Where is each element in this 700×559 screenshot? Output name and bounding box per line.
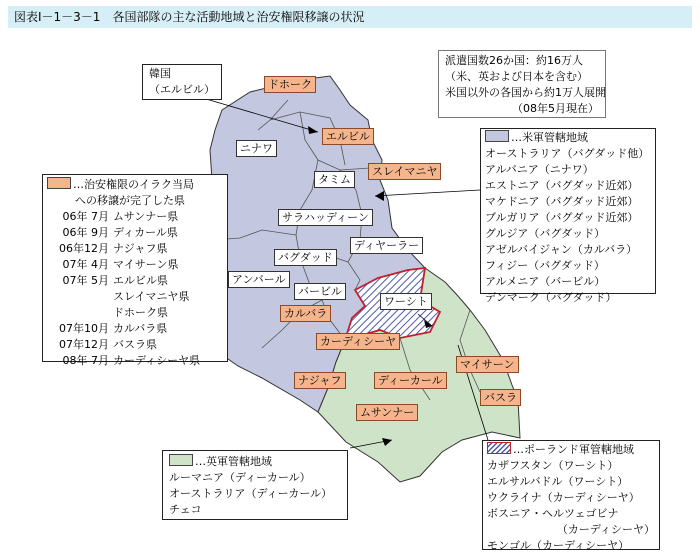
transfer-province: カーディシーヤ県 bbox=[113, 354, 201, 367]
us-item: アゼルバイジャン（カルバラ） bbox=[485, 243, 638, 256]
summary-line2: （米、英および日本を含む） bbox=[445, 70, 588, 83]
korea-line2: （エルビル） bbox=[149, 83, 215, 96]
transfer-province: スレイマニヤ県 bbox=[113, 290, 190, 303]
transfer-header-1: …治安権限のイラク当局 bbox=[73, 178, 194, 191]
transfer-date: 08年 7月 bbox=[62, 354, 109, 367]
transfer-province: ドホーク県 bbox=[113, 306, 168, 319]
province-label-wasit: ワーシト bbox=[380, 293, 432, 310]
province-label-erbil: エルビル bbox=[322, 128, 374, 145]
figure-title: 図表Ⅰ－1－3－1 各国部隊の主な活動地域と治安権限移譲の状況 bbox=[8, 6, 692, 28]
us-legend bbox=[480, 128, 656, 304]
province-label-basra: バスラ bbox=[480, 389, 521, 406]
uk-swatch-icon bbox=[169, 454, 193, 466]
uk-legend bbox=[162, 450, 348, 520]
province-label-qadisiyah: カーディシーヤ bbox=[316, 333, 400, 350]
us-item: ブルガリア（バグダッド近郊） bbox=[485, 211, 639, 224]
us-item: オーストラリア（バグダッド他） bbox=[485, 147, 650, 160]
transfer-date: 06年12月 bbox=[59, 242, 109, 255]
us-item: デンマーク（バグダッド） bbox=[485, 291, 617, 304]
poland-item: モンゴル（カーディシーヤ） bbox=[487, 539, 630, 552]
uk-header: …英軍管轄地域 bbox=[195, 455, 272, 468]
province-label-anbar: アンバール bbox=[228, 271, 290, 288]
us-header: …米軍管轄地域 bbox=[511, 131, 588, 144]
poland-item: ウクライナ（カーディシーヤ） bbox=[487, 491, 640, 504]
us-item: マケドニア（バグダッド近郊） bbox=[485, 195, 639, 208]
transfer-legend bbox=[42, 174, 228, 367]
poland-item: エルサルバドル（ワーシト） bbox=[487, 475, 629, 488]
korea-box bbox=[142, 64, 222, 100]
summary-box bbox=[438, 50, 606, 118]
transfer-date: 07年12月 bbox=[59, 338, 109, 351]
transfer-province: ムサンナー県 bbox=[113, 210, 179, 223]
uk-item: チェコ bbox=[169, 503, 202, 516]
summary-line1: 派遣国数26か国：約16万人 bbox=[445, 54, 583, 67]
korea-line1: 韓国 bbox=[149, 67, 171, 80]
province-label-najaf: ナジャフ bbox=[294, 372, 346, 389]
us-item: アルバニア（ニナワ） bbox=[485, 163, 594, 176]
province-label-muthanna: ムサンナー bbox=[356, 404, 418, 421]
poland-item: カザフスタン（ワーシト） bbox=[487, 459, 619, 472]
province-label-sulaymaniyah: スレイマニヤ bbox=[368, 163, 441, 180]
transfer-date: 07年 5月 bbox=[62, 274, 109, 287]
transferred-swatch-icon bbox=[47, 177, 71, 189]
province-label-tamim: タミム bbox=[314, 171, 355, 188]
us-item: アルメニア（バービル） bbox=[485, 275, 606, 288]
transfer-province: マイサーン県 bbox=[113, 258, 179, 271]
poland-item: （カーディシーヤ） bbox=[556, 523, 655, 536]
province-label-diyala: ディヤーラー bbox=[350, 237, 423, 254]
province-label-baghdad: バグダッド bbox=[274, 249, 337, 266]
province-label-karbala: カルバラ bbox=[280, 305, 331, 322]
poland-swatch-icon bbox=[487, 442, 511, 454]
poland-legend bbox=[482, 440, 660, 550]
province-label-dhiqar: ディーカール bbox=[374, 372, 447, 389]
poland-item: ボスニア・ヘルツェゴビナ bbox=[487, 507, 619, 520]
province-label-maysan: マイサーン bbox=[456, 356, 519, 373]
transfer-header-2: への移譲が完了した県 bbox=[75, 194, 185, 207]
transfer-date: 07年10月 bbox=[59, 322, 109, 335]
summary-line4: （08年5月現在） bbox=[512, 102, 599, 115]
us-item: エストニア（バグダッド近郊） bbox=[485, 179, 639, 192]
transfer-province: バスラ県 bbox=[113, 338, 157, 351]
us-item: グルジア（バグダッド） bbox=[485, 227, 606, 240]
transfer-history bbox=[47, 209, 223, 369]
summary-line3: 米国以外の各国から約1万人展開 bbox=[445, 86, 606, 99]
uk-item: オーストラリア（ディーカール） bbox=[169, 487, 333, 500]
transfer-province: ディカール県 bbox=[113, 226, 178, 239]
province-label-babil: バービル bbox=[294, 283, 346, 300]
uk-item: ルーマニア（ディーカール） bbox=[169, 471, 311, 484]
transfer-date: 06年 7月 bbox=[62, 210, 109, 223]
province-label-salahuddin: サラハッディーン bbox=[278, 209, 373, 226]
province-label-ninawa: ニナワ bbox=[236, 140, 277, 157]
us-swatch-icon bbox=[485, 130, 509, 142]
transfer-province: ナジャフ県 bbox=[113, 242, 168, 255]
us-item: フィジー（バグダッド） bbox=[485, 259, 605, 272]
transfer-province: エルビル県 bbox=[113, 274, 168, 287]
transfer-date: 06年 9月 bbox=[62, 226, 109, 239]
transfer-province: カルバラ県 bbox=[113, 322, 168, 335]
transfer-date: 07年 4月 bbox=[62, 258, 109, 271]
province-label-dohuk: ドホーク bbox=[264, 76, 316, 93]
poland-header: …ポーランド軍管轄地域 bbox=[513, 443, 634, 456]
